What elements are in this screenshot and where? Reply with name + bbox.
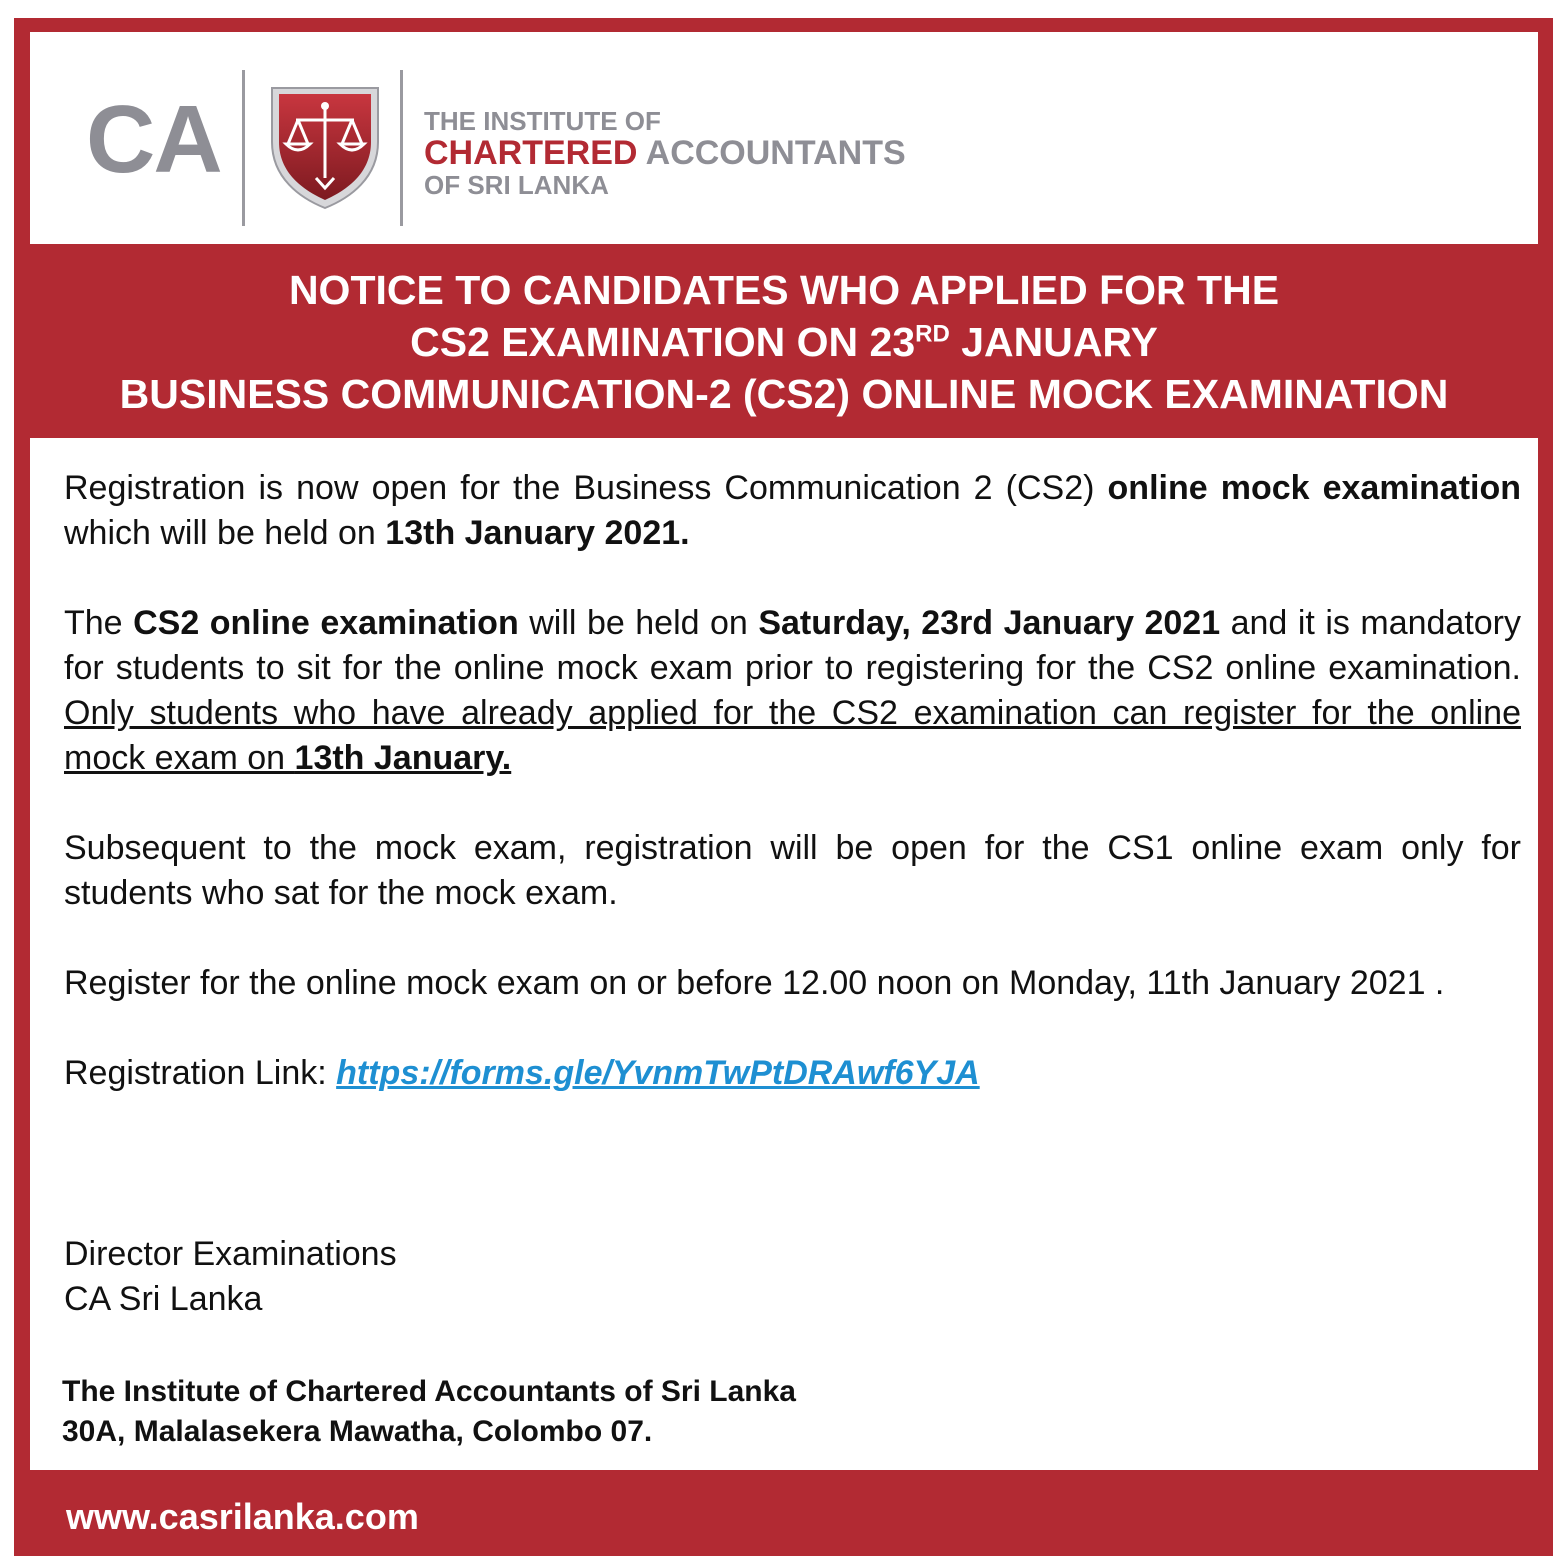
scales-shield-icon	[268, 82, 382, 210]
paragraph-registration-link	[64, 1051, 1521, 1096]
paragraph-deadline: Register for the online mock exam on or before 12.00 noon on Monday, 11th January 2021 .	[64, 964, 1445, 1002]
signature	[64, 1232, 397, 1322]
banner-line2-month: JANUARY	[949, 319, 1158, 365]
signature-org: CA Sri Lanka	[64, 1280, 263, 1318]
banner-line3: BUSINESS COMMUNICATION-2 (CS2) ONLINE MOCK EXAMINATION	[119, 371, 1449, 417]
p1-bold-date: 13th January 2021.	[385, 514, 690, 552]
banner-line1: NOTICE TO CANDIDATES WHO APPLIED FOR THE	[288, 267, 1280, 313]
website-link[interactable]: www.casrilanka.com	[66, 1496, 419, 1537]
registration-link[interactable]: https://forms.gle/YvnmTwPtDRAwf6YJA	[336, 1054, 980, 1092]
registration-link-label: Registration Link:	[64, 1054, 337, 1092]
logo-divider	[400, 70, 403, 226]
institute-chartered: CHARTERED	[424, 134, 638, 172]
p2-underlined: Only students who have already applied for the CS2 examination can register for the online mock exam on	[64, 694, 1521, 777]
ca-letters: CA	[86, 86, 221, 193]
logo-divider	[242, 70, 245, 226]
notice-body	[64, 466, 1521, 1141]
banner-line2-text: CS2 EXAMINATION ON 23	[410, 319, 916, 365]
paragraph-cs2-exam	[64, 601, 1521, 781]
paragraph-cs1-registration: Subsequent to the mock exam, registration will be open for the CS1 online exam only for students who sat for the mock exam.	[64, 829, 1521, 912]
institute-accountants: ACCOUNTANTS	[645, 134, 906, 172]
p1-text2: which will be held on	[64, 514, 386, 552]
notice-banner	[30, 244, 1538, 438]
banner-line2-sup: RD	[915, 320, 950, 348]
p2-underlined-date: 13th January.	[294, 739, 512, 777]
paragraph-registration-open	[64, 466, 1521, 556]
address-line1: The Institute of Chartered Accountants of Sri Lanka	[62, 1375, 796, 1408]
address-block	[62, 1372, 796, 1452]
institute-line1: THE INSTITUTE OF	[424, 106, 661, 136]
p2-text3: and it is mandatory for students to sit for the online mock exam prior to registering for the CS2 online examination.	[64, 604, 1522, 687]
p2-text2: will be held on	[518, 604, 759, 642]
p1-bold-mock: online mock examination	[1107, 469, 1521, 507]
signature-title: Director Examinations	[64, 1235, 397, 1273]
p2-bold-exam: CS2 online examination	[133, 604, 519, 642]
banner-line2	[30, 316, 1538, 368]
institute-name	[424, 108, 906, 198]
institute-line2	[424, 136, 906, 170]
p1-text: Registration is now open for the Business Communication 2 (CS2)	[64, 469, 1108, 507]
institute-line3: OF SRI LANKA	[424, 170, 609, 200]
address-line2: 30A, Malalasekera Mawatha, Colombo 07.	[62, 1415, 653, 1448]
p2-text: The	[64, 604, 134, 642]
p2-bold-date: Saturday, 23rd January 2021	[758, 604, 1221, 642]
